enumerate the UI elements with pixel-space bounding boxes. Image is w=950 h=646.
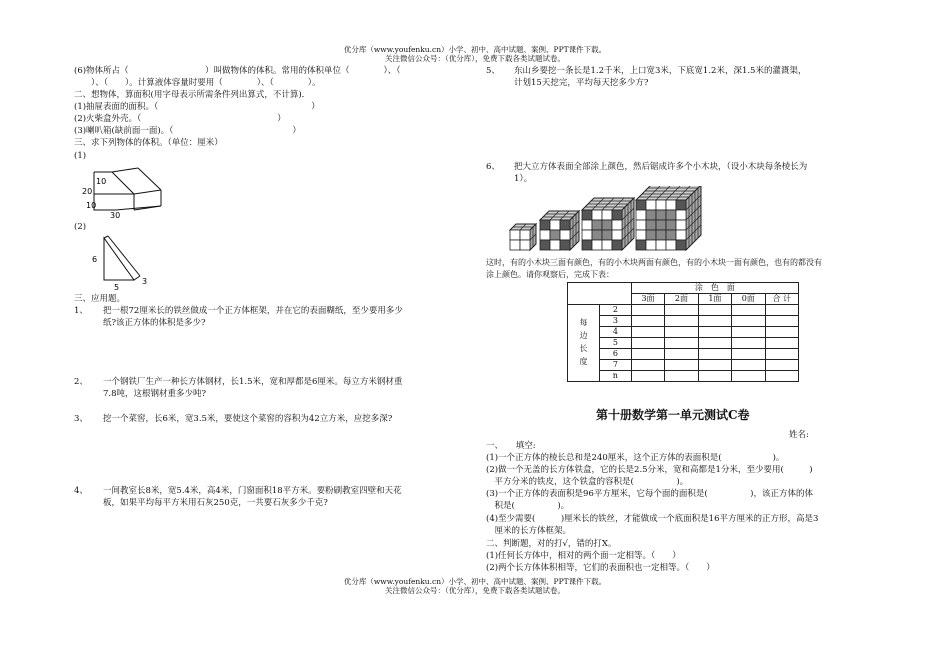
table-answer-cell[interactable] [665,327,698,338]
section-3-title: 三、求下列物体的体积。（单位：厘米） [74,138,223,148]
problem-6-number: 6、 [486,162,500,172]
footer-line-1: 优分库（www.youfenku.cn）小学、初中、高中试题、案例、PPT课件下载。 [343,577,607,586]
table-answer-cell[interactable] [665,349,698,360]
table-answer-cell[interactable] [631,338,664,349]
figure-2-label: (2) [74,222,87,232]
c-q3-line1: (3)一个正方体的表面积是96平方厘米，它每个面的面积是( )，该正方体的体 [486,489,813,499]
table-answer-cell[interactable] [765,316,799,327]
section-2-title: 二、想物体，算面积(用字母表示所需条件列出算式，不计算)． [74,90,311,100]
problem-4-line1: 一间教室长8米，宽5.4米，高4米，门窗面积18平方米。要粉刷教室四壁和天花 [103,486,402,496]
problem-6-line1: 把大立方体表面全部涂上颜色，然后锯成许多个小木块，（设小木块每条棱长为 [514,162,808,172]
problem-4-number: 4、 [74,486,88,496]
paint-count-table [567,282,799,382]
problem-5-line1: 东山乡要挖一条长是1.2千米，上口宽3米，下底宽1.2米，深1.5米的灌溉渠， [514,66,807,76]
section-2-q2: (2)火柴盒外壳。（ ） [74,114,286,124]
table-edge-length: 3 [599,316,631,327]
table-edge-length: 6 [599,349,631,360]
table-answer-cell[interactable] [698,349,731,360]
fig2-dim-base: 5 [114,283,120,292]
c-section-2-title: 二、判断题，对的打√，错的打X。 [486,539,617,549]
c-q1: (1)一个正方体的棱长总和是240厘米，这个正方体的表面积是( )。 [486,453,785,463]
c-q4-line2: 厘米的长方体框架。 [486,526,572,536]
fig1-dim-height: 20 [82,187,93,196]
left-q6-line1: (6)物体所占（ ）叫做物体的体积。常用的体积单位（ ）、（ [74,66,435,76]
table-row [568,360,799,371]
table-answer-cell[interactable] [698,338,731,349]
page-footer [0,578,950,595]
table-answer-cell[interactable] [765,371,799,382]
table-row-label-char: 每 [579,318,588,328]
figure-2-prism [86,232,156,294]
table-answer-cell[interactable] [665,338,698,349]
table-answer-cell[interactable] [631,371,664,382]
figure-1-label: (1) [74,151,87,161]
table-answer-cell[interactable] [765,360,799,371]
table-answer-cell[interactable] [665,316,698,327]
table-answer-cell[interactable] [765,305,799,316]
table-edge-length: 5 [599,338,631,349]
table-row [568,371,799,382]
footer-line-2: 关注微信公众号：（优分库），免费下载各类试题试卷。 [385,585,565,595]
problem-3-number: 3、 [74,414,88,424]
table-row [568,327,799,338]
fig2-dim-depth: 3 [142,277,148,286]
table-edge-length: n [599,371,631,382]
table-answer-cell[interactable] [732,327,765,338]
problem-3-line1: 挖一个菜窖，长6米，宽3.5米，要使这个菜窖的容积为42立方米，应挖多深? [103,414,393,424]
table-row-label-char: 度 [579,356,588,366]
cubes-illustration [508,186,718,254]
table-row [568,305,799,316]
problem-6-desc-line2: 涂上颜色。请你观察后，完成下表： [486,270,614,279]
figure-1-prism [76,160,176,220]
section-2-q3: (3)喇叭箱(缺前面一面)。（ ） [74,126,301,136]
table-answer-cell[interactable] [732,349,765,360]
exam-c-title: 第十册数学第一单元测试C卷 [596,408,750,422]
fig1-dim-side: 10 [86,201,97,210]
painted-cube-3 [582,198,634,250]
left-q6-line2: ）、（ ）。计算液体容量时要用（ ）、（ ）。 [74,78,321,88]
problem-1-line1: 把一根72厘米长的铁丝做成一个正方体框架，并在它的表面糊纸，至少要用多少 [103,306,403,316]
table-answer-cell[interactable] [732,316,765,327]
c-q4-line1: (4)至少需要( )厘米长的铁丝，才能做成一个底面积是16平方厘米的正方形，高是3 [486,514,819,524]
table-answer-cell[interactable] [665,360,698,371]
c-q2-line1: (2)做一个无盖的长方体铁盒，它的长是2.5分米，宽和高都是1分米，至少要用( ) [486,465,813,475]
problem-5-number: 5、 [486,66,500,76]
table-answer-cell[interactable] [732,338,765,349]
table-answer-cell[interactable] [631,360,664,371]
table-col-3: 3面 [631,294,664,305]
header-line-2: 关注微信公众号：（优分库），免费下载各类试题试卷。 [385,53,565,63]
section-2-q1: (1)抽屉表面的面积。（ ） [74,102,320,112]
table-row [568,338,799,349]
c-q3-line2: 积是( )。 [486,501,570,511]
table-col-total: 合 计 [765,294,799,305]
table-col-1: 1面 [698,294,731,305]
problem-6-line2: 1）。 [514,174,533,184]
c-judge-1: (1)任何长方体中，相对的两个面一定相等。（ ） [486,551,681,561]
table-answer-cell[interactable] [631,327,664,338]
table-answer-cell[interactable] [732,305,765,316]
name-label: 姓名: [789,430,809,440]
painted-cube-1 [510,224,536,250]
c-q2-line2: 平方分米的铁皮，这个铁盒的容积是( )。 [486,477,689,487]
table-answer-cell[interactable] [732,360,765,371]
problem-6-desc-line1: 这时，有的小木块三面有颜色，有的小木块两面有颜色，有的小木块一面有颜色，也有的都没有 [486,258,822,267]
table-answer-cell[interactable] [698,316,731,327]
table-answer-cell[interactable] [765,349,799,360]
table-answer-cell[interactable] [665,371,698,382]
problem-1-line2: 纸?该正方体的体积是多少? [103,318,206,328]
table-col-0: 0面 [732,294,765,305]
fig1-dim-top: 10 [96,177,107,186]
c-judge-2: (2)两个长方体体积相等，它们的表面积也一定相等。（ ） [486,563,715,573]
table-header-main: 涂 色 面 [631,283,798,294]
table-edge-length: 4 [599,327,631,338]
problem-4-line2: 板，如果平均每平方米用石灰250克，一共要石灰多少千克? [103,498,328,508]
table-row-label [568,305,600,382]
problem-2-number: 2、 [74,377,88,387]
problem-2-line2: 7.8吨，这根钢材重多少吨? [103,389,207,399]
table-answer-cell[interactable] [631,305,664,316]
problem-2-line1: 一个钢铁厂生产一种长方体钢材，长1.5米，宽和厚都是6厘米。每立方米钢材重 [103,377,403,387]
table-answer-cell[interactable] [631,316,664,327]
section-4-title: 三、应用题。 [74,294,126,304]
table-row [568,349,799,360]
table-row-label-char: 边 [579,331,588,341]
table-answer-cell[interactable] [732,371,765,382]
fig1-dim-bottom: 30 [110,211,121,220]
page-header [0,46,950,63]
header-line-1: 优分库（www.youfenku.cn）小学、初中、高中试题、案例、PPT课件下载。 [343,45,607,54]
table-answer-cell[interactable] [698,305,731,316]
table-answer-cell[interactable] [765,338,799,349]
c-section-1-title: 一、 填空: [486,441,536,451]
table-row-label-char: 长 [579,344,588,353]
fig2-dim-height: 6 [92,255,98,264]
table-answer-cell[interactable] [698,327,731,338]
table-answer-cell[interactable] [665,305,698,316]
table-answer-cell[interactable] [765,327,799,338]
painted-cube-2 [540,211,579,250]
painted-cube-4 [636,186,701,250]
table-edge-length: 7 [599,360,631,371]
table-edge-length: 2 [599,305,631,316]
table-answer-cell[interactable] [698,360,731,371]
problem-5-line2: 计划15天挖完，平均每天挖多少方? [514,78,649,88]
table-corner [568,283,632,305]
table-answer-cell[interactable] [698,371,731,382]
table-col-2: 2面 [665,294,698,305]
problem-1-number: 1、 [74,306,88,316]
table-answer-cell[interactable] [631,349,664,360]
table-row [568,316,799,327]
